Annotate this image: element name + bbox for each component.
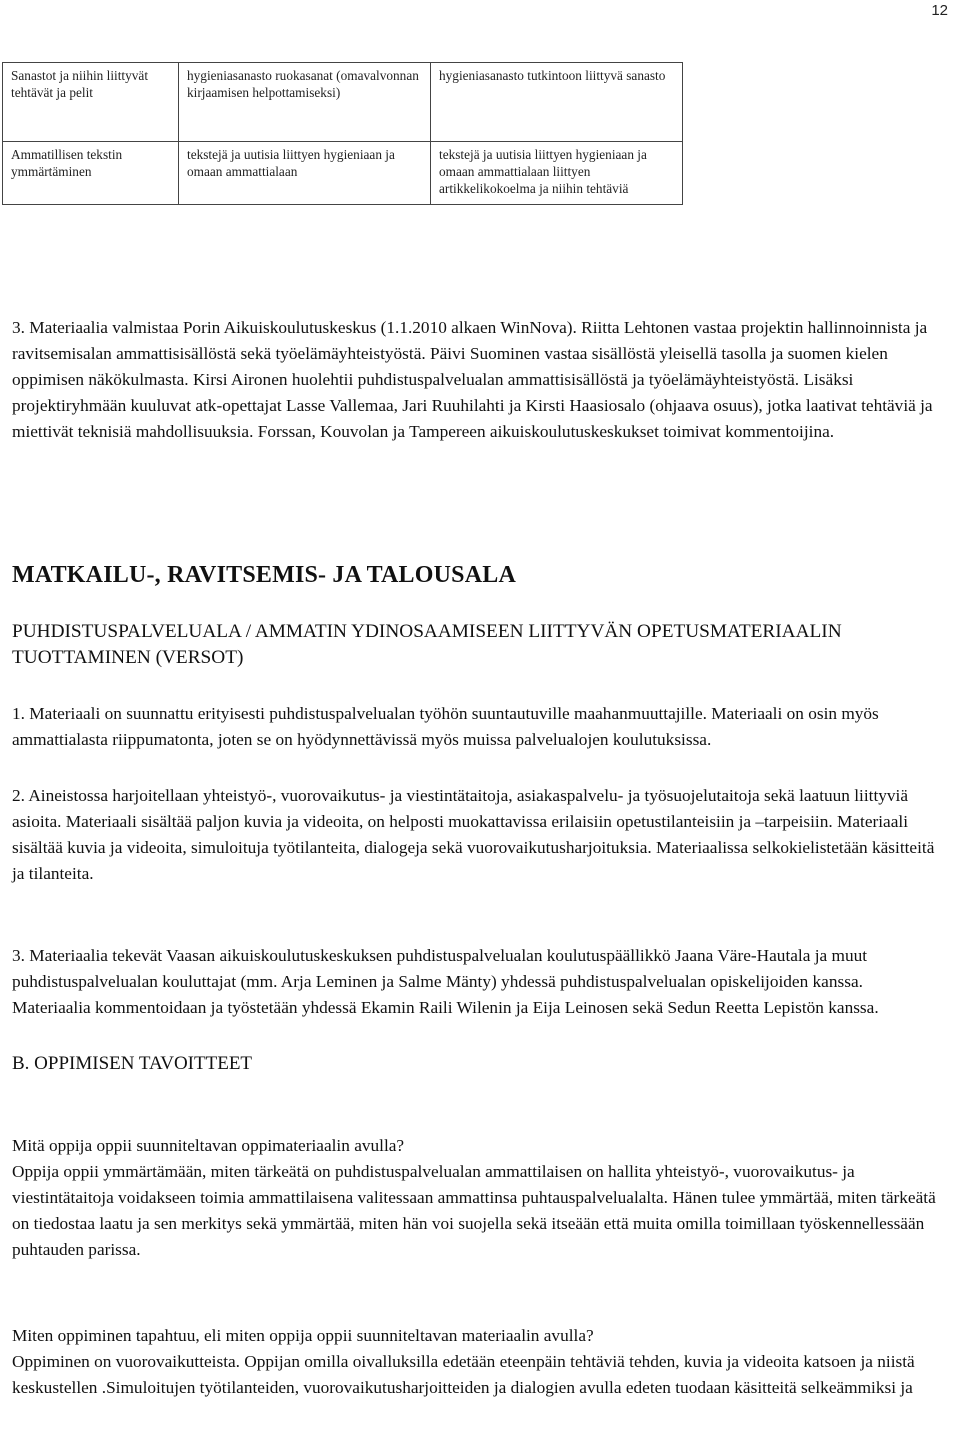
table-row	[3, 142, 683, 205]
question-block-1	[12, 1133, 942, 1263]
section-b-heading: B. OPPIMISEN TAVOITTEET	[12, 1053, 253, 1074]
sub-heading: PUHDISTUSPALVELUALA / AMMATIN YDINOSAAMISEEN LIITTYVÄN OPETUSMATERIAALIN TUOTTAMINEN (VERSOT)	[12, 621, 842, 668]
question-block-2	[12, 1323, 942, 1401]
table-cell: tekstejä ja uutisia liittyen hygieniaan ja omaan ammattialaan	[179, 142, 431, 205]
main-heading: MATKAILU-, RAVITSEMIS- JA TALOUSALA	[12, 562, 516, 588]
table-row	[3, 63, 683, 142]
paragraph-1: 1. Materiaali on suunnattu erityisesti puhdistuspalvelualan työhön suuntautuville maahanmuuttajille. Materiaali on osin myös ammattialasta riippumatonta, joten se on hyödynnettävissä myös muissa palvelualojen koulutuksissa.	[12, 704, 879, 749]
paragraph-3: 3. Materiaalia tekevät Vaasan aikuiskoulutuskeskuksen puhdistuspalvelualan koulutuspäällikkö Jaana Väre-Hautala ja muut puhdistuspalvelualan kouluttajat (mm. Arja Leminen ja Salme Mänty) yhdessä puhdistuspalvelualan opiskelijoiden kanssa. Materiaalia kommentoidaan ja työstetään yhdessä Ekamin Raili Wilenin ja Eija Leinosen sekä Sedun Reetta Lepistön kanssa.	[12, 946, 879, 1017]
answer-1: Oppija oppii ymmärtämään, miten tärkeätä on puhdistuspalvelualan ammattilaisen on hallita yhteistyö-, vuorovaikutus- ja viestintätaitoja voidakseen toimia ammattilaisena valitessaan ammattinsa puhtauspalvelualalta. Hänen tulee ymmärtää, miten tärkeätä on tiedostaa laatu ja sen merkitys sekä ymmärtää, miten hän voi suojella sekä itseään että muita omilla toimillaan työskennellessään puhtauden parissa.	[12, 1162, 936, 1259]
intro-paragraph	[12, 315, 942, 445]
page-number: 12	[931, 2, 948, 19]
paragraph-2: 2. Aineistossa harjoitellaan yhteistyö-, vuorovaikutus- ja viestintätaitoja, asiakaspalvelu- ja työsuojelutaitoja sekä laatuun liittyviä asioita. Materiaali sisältää paljon kuvia ja videoita, on helposti muokattavissa erilaisiin opetustilanteisiin ja –tarpeisiin. Materiaali sisältää kuvia ja videoita, simuloituja työtilanteita, dialogeja sekä vuorovaikutusharjoituksia. Materiaalissa selkokielistetään käsitteitä ja tilanteita.	[12, 786, 935, 883]
table-cell: Ammatillisen tekstin ymmärtäminen	[3, 142, 179, 205]
table-cell: Sanastot ja niihin liittyvät tehtävät ja pelit	[3, 63, 179, 142]
table-cell: tekstejä ja uutisia liittyen hygieniaan ja omaan ammattialaan liittyen artikkelikokoelma ja niihin tehtäviä	[431, 142, 683, 205]
table-cell: hygieniasanasto tutkintoon liittyvä sanasto	[431, 63, 683, 142]
answer-2: Oppiminen on vuorovaikutteista. Oppijan omilla oivalluksilla edetään eteenpäin tehtäviä tehden, kuvia ja videoita katsoen ja niistä keskustellen .Simuloitujen työtilanteiden, vuorovaikutusharjoitteiden ja dialogien avulla edeten tuodaan käsitteitä selkeämmiksi ja	[12, 1352, 915, 1397]
curriculum-table	[2, 62, 683, 205]
paragraph-text: 3. Materiaalia valmistaa Porin Aikuiskoulutuskeskus (1.1.2010 alkaen WinNova). Riitta Lehtonen vastaa projektin hallinnoinnista ja ravitsemisalan ammattisisällöstä sekä työelämäyhteistyöstä. Päivi Suominen vastaa sisällöstä yleisellä tasolla ja suomen kielen oppimisen näkökulmasta. Kirsi Aironen huolehtii puhdistuspalvelualan ammattisisällöstä ja työelämäyhteistyöstä. Lisäksi projektiryhmään kuuluvat atk-opettajat Lasse Vallemaa, Jari Ruuhilahti ja Kirsti Haasiosalo (ohjaava osuus), jotka laativat tehtäviä ja miettivät teknisiä mahdollisuuksia. Forssan, Kouvolan ja Tampereen aikuiskoulutuskeskukset toimivat kommentoijina.	[12, 318, 933, 441]
question-1: Mitä oppija oppii suunniteltavan oppimateriaalin avulla?	[12, 1136, 405, 1155]
table-cell: hygieniasanasto ruokasanat (omavalvonnan kirjaamisen helpottamiseksi)	[179, 63, 431, 142]
question-2: Miten oppiminen tapahtuu, eli miten oppija oppii suunniteltavan materiaalin avulla?	[12, 1326, 594, 1345]
